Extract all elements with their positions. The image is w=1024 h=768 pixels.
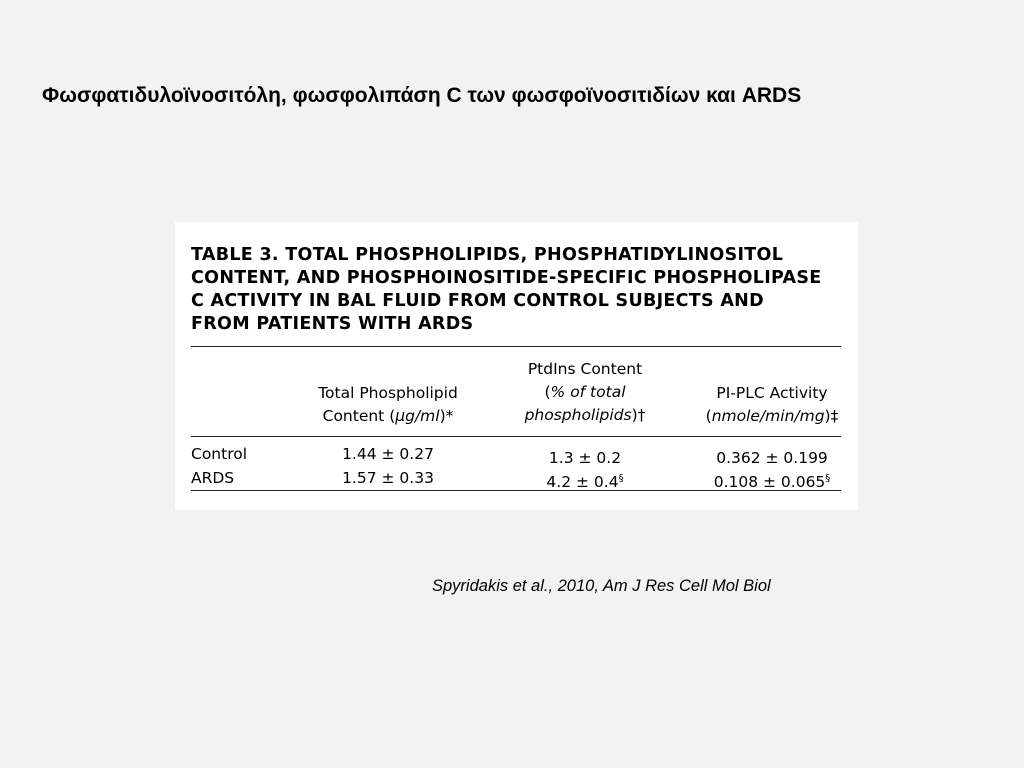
citation: Spyridakis et al., 2010, Am J Res Cell Mol Biol [432,577,771,595]
header-total-phospholipid: Total Phospholipid Content (μg/ml)* [318,384,458,425]
row-label-ards: ARDS [191,469,235,487]
cell-ards-pi-plc: 0.108 ± 0.065§ [713,473,831,492]
table-header-rule [191,436,841,437]
cell-ards-total-phospholipid: 1.57 ± 0.33 [342,469,434,487]
caption-line: FROM PATIENTS WITH ARDS [191,314,474,334]
cell-control-total-phospholipid: 1.44 ± 0.27 [342,445,434,463]
table-caption [191,244,851,336]
table-top-rule [191,346,841,347]
header-pi-plc-activity: PI-PLC Activity (nmole/min/mg)‡ [705,384,839,425]
table-figure [175,222,858,510]
cell-control-ptdins: 1.3 ± 0.2 [548,449,622,468]
caption-line: TABLE 3. TOTAL PHOSPHOLIPIDS, PHOSPHATIDYLINOSITOL [191,245,784,265]
header-ptdins-content: PtdIns Content (% of total phospholipids)† [524,360,646,424]
slide-title: Φωσφατιδυλοϊνοσιτόλη, φωσφολιπάση C των φωσφοϊνοσιτιδίων και ARDS [42,84,802,107]
cell-ards-ptdins: 4.2 ± 0.4§ [546,473,624,492]
table-bottom-rule [191,490,841,491]
row-label-control: Control [191,445,248,463]
caption-line: CONTENT, AND PHOSPHOINOSITIDE-SPECIFIC PHOSPHOLIPASE [191,268,822,288]
caption-line: C ACTIVITY IN BAL FLUID FROM CONTROL SUBJECTS AND [191,291,764,311]
cell-control-pi-plc: 0.362 ± 0.199 [716,449,828,468]
